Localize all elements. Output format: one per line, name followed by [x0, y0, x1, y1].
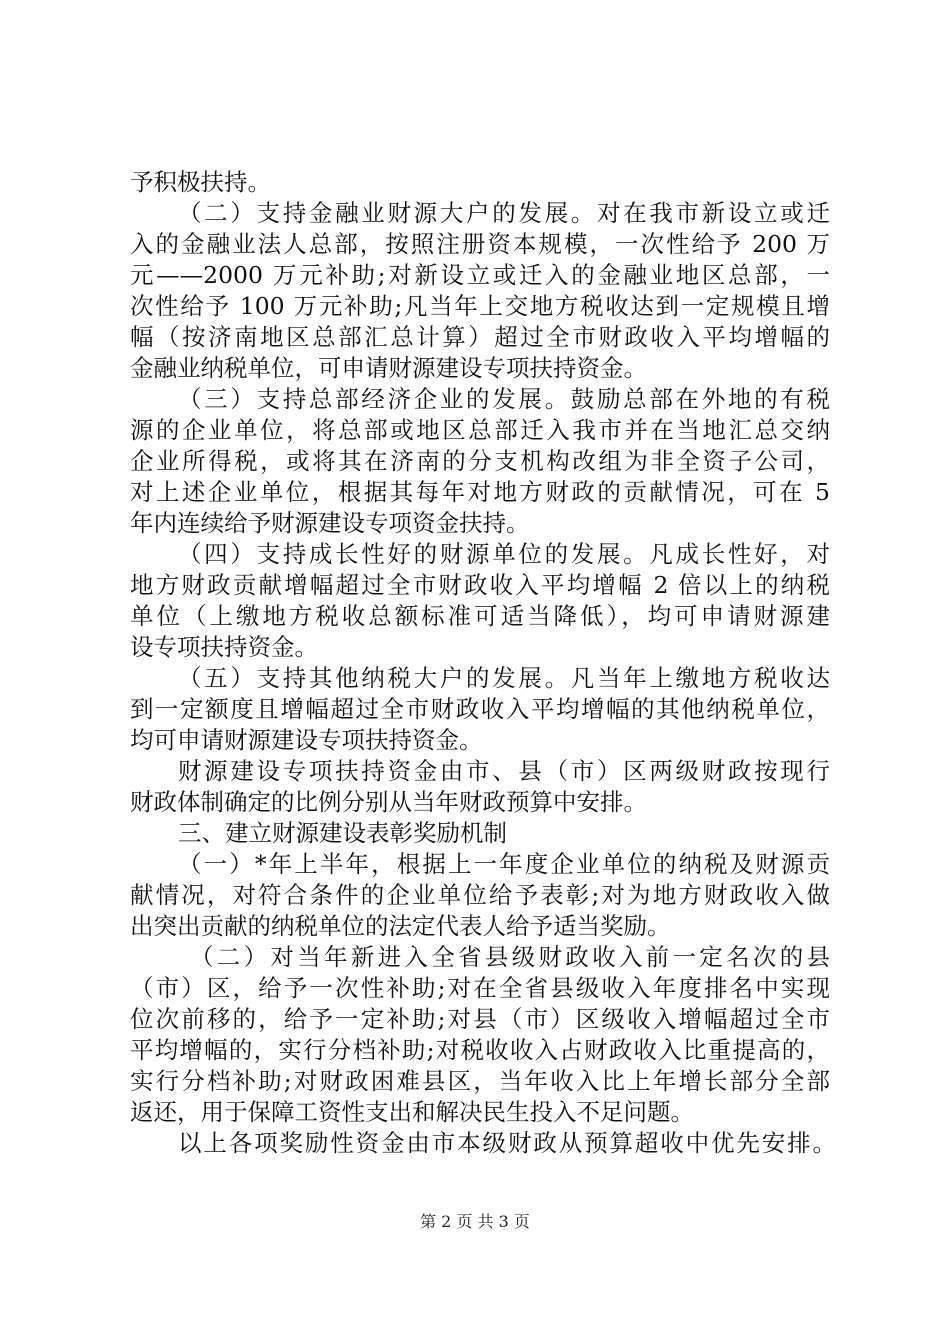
text-line: 金融业纳税单位，可申请财源建设专项扶持资金。: [130, 354, 647, 382]
text-line: 均可申请财源建设专项扶持资金。: [130, 726, 483, 754]
text-line: 以上各项奖励性资金由市本级财政从预算超收中优先安排。: [178, 1129, 836, 1157]
text-line: （一）*年上半年，根据上一年度企业单位的纳税及财源贡: [178, 850, 830, 878]
text-line: 元——2000 万元补助;对新设立或迁入的金融业地区总部，一: [130, 261, 830, 289]
text-line: 实行分档补助;对财政困难县区，当年收入比上年增长部分全部: [130, 1067, 830, 1095]
text-line: 到一定额度且增幅超过全市财政收入平均增幅的其他纳税单位，: [130, 695, 830, 723]
text-line: 源的企业单位，将总部或地区总部迁入我市并在当地汇总交纳: [130, 416, 830, 444]
text-line: （三）支持总部经济企业的发展。鼓励总部在外地的有税: [178, 385, 830, 413]
text-line: （二）支持金融业财源大户的发展。对在我市新设立或迁: [178, 199, 830, 227]
text-line: 位次前移的，给予一定补助;对县（市）区级收入增幅超过全市: [130, 1005, 830, 1033]
text-line: 出突出贡献的纳税单位的法定代表人给予适当奖励。: [130, 912, 671, 940]
page-number-footer: 第 2 页 共 3 页: [420, 1212, 530, 1231]
text-line: 次性给予 100 万元补助;凡当年上交地方税收达到一定规模且增: [130, 292, 830, 320]
text-line: 年内连续给予财源建设专项资金扶持。: [130, 509, 530, 537]
text-line: （二）对当年新进入全省县级财政收入前一定名次的县: [190, 943, 830, 971]
text-line: 单位（上缴地方税收总额标准可适当降低），均可申请财源建: [130, 602, 830, 630]
text-line: 幅（按济南地区总部汇总计算）超过全市财政收入平均增幅的: [130, 323, 830, 351]
text-line: 献情况，对符合条件的企业单位给予表彰;对为地方财政收入做: [130, 881, 830, 909]
text-line: （市）区，给予一次性补助;对在全省县级收入年度排名中实现: [130, 974, 830, 1002]
text-line: 设专项扶持资金。: [130, 633, 318, 661]
text-line: 对上述企业单位，根据其每年对地方财政的贡献情况，可在 5: [130, 478, 830, 506]
text-line: 予积极扶持。: [130, 168, 271, 196]
text-line: 平均增幅的，实行分档补助;对税收收入占财政收入比重提高的，: [130, 1036, 830, 1064]
text-line: 入的金融业法人总部，按照注册资本规模，一次性给予 200 万: [130, 230, 830, 258]
text-line: 企业所得税，或将其在济南的分支机构改组为非全资子公司，: [130, 447, 830, 475]
text-line: 返还，用于保障工资性支出和解决民生投入不足问题。: [130, 1098, 694, 1126]
text-line: 财源建设专项扶持资金由市、县（市）区两级财政按现行: [178, 757, 830, 785]
text-line: （四）支持成长性好的财源单位的发展。凡成长性好，对: [178, 540, 830, 568]
text-line: 财政体制确定的比例分别从当年财政预算中安排。: [130, 788, 647, 816]
section-heading: 三、建立财源建设表彰奖励机制: [178, 819, 507, 847]
text-line: 地方财政贡献增幅超过全市财政收入平均增幅 2 倍以上的纳税: [130, 571, 830, 599]
text-line: （五）支持其他纳税大户的发展。凡当年上缴地方税收达: [178, 664, 830, 692]
